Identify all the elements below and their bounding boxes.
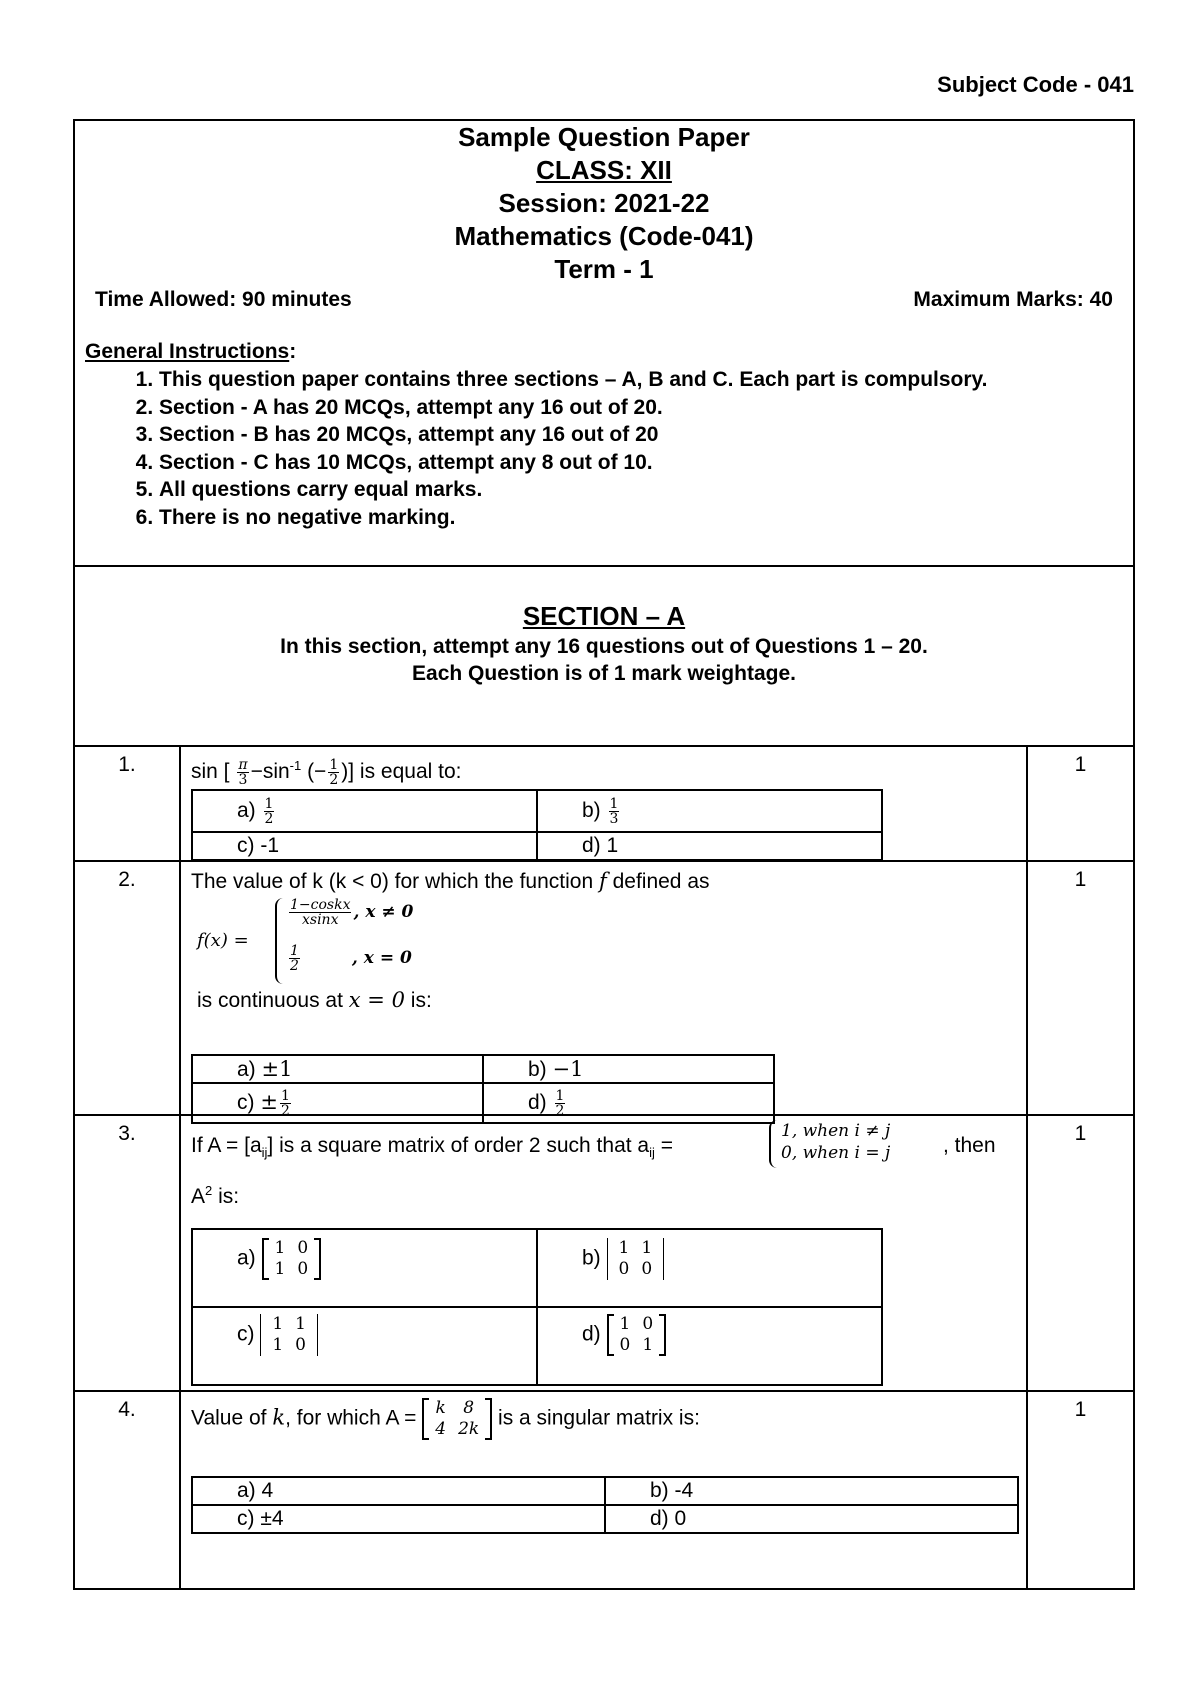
option-b[interactable]: b) −1	[483, 1055, 774, 1083]
option-a[interactable]: a) ±1	[192, 1055, 483, 1083]
question-marks: 1	[1026, 1116, 1133, 1390]
options-table	[191, 1476, 1019, 1534]
option-c[interactable]: c) ±4	[192, 1505, 605, 1533]
option-d[interactable]: d) 0	[605, 1505, 1018, 1533]
continuity-condition: is continuous at x = 0 is:	[197, 988, 432, 1012]
option-c[interactable]: c) 1 1 1 0	[192, 1307, 537, 1385]
pi-over-3-fraction: $\frac{\pi}{3}$	[238, 756, 248, 788]
instruction-item: 3. Section - B has 20 MCQs, attempt any 16 out of 20	[159, 421, 1133, 449]
options-table	[191, 1054, 775, 1124]
section-title: SECTION – A	[522, 601, 686, 631]
question-number: 1.	[75, 747, 181, 860]
instructions-list	[75, 366, 1133, 532]
half-fraction: $\frac{1}{2}$	[329, 756, 339, 788]
question-row-2	[75, 862, 1133, 1119]
options-table	[191, 1228, 883, 1386]
question-body	[191, 1120, 1016, 1355]
section-weightage: Each Question is of 1 mark weightage.	[412, 662, 796, 685]
option-c[interactable]: c) ± $\frac{1}{2}$	[192, 1083, 483, 1123]
question-text: Value of k, for which A = k 8 4 2k is a singular matrix is:	[191, 1398, 700, 1439]
options-table	[191, 789, 883, 861]
instruction-item: 4. Section - C has 10 MCQs, attempt any 8 out of 10.	[159, 449, 1133, 477]
question-body	[191, 1396, 1016, 1530]
instruction-item: 2. Section - A has 20 MCQs, attempt any 16 out of 20.	[159, 394, 1133, 422]
option-d[interactable]: d) $\frac{1}{2}$	[483, 1083, 774, 1123]
subject-code: Subject Code - 041	[937, 72, 1134, 97]
instruction-item: 1. This question paper contains three sections – A, B and C. Each part is compulsory.	[159, 366, 1133, 394]
option-d[interactable]: d) 1 0 0 1	[537, 1307, 882, 1385]
paper-header	[75, 121, 1133, 567]
matrix-square: 1 0 1 0	[262, 1238, 322, 1280]
aij-definition: 1, when i ≠ j 0, when i = j	[769, 1120, 890, 1168]
option-d[interactable]: d) 1	[537, 832, 882, 860]
question-text: sin [ $\frac{\pi}{3}$ $-\sin^{-1}$ (− $\frac{1}{2}$ )] is equal to:	[191, 756, 462, 788]
question-number: 4.	[75, 1392, 181, 1588]
instruction-item: 5. All questions carry equal marks.	[159, 476, 1133, 504]
instructions-heading: General Instructions:	[85, 340, 297, 363]
question-row-4	[75, 1392, 1133, 1588]
option-b[interactable]: b) $\frac{1}{3}$	[537, 790, 882, 832]
question-text: If $A = [a_{ij}]$ is a square matrix of order 2 such that $a_{ij}$ = 1, when i ≠ j 0, when i = j , then	[191, 1120, 1016, 1176]
term-label: Term - 1	[554, 254, 654, 284]
subject-label: Mathematics (Code-041)	[454, 221, 754, 251]
option-b[interactable]: b) -4	[605, 1477, 1018, 1505]
option-b[interactable]: b) 1 1 0 0	[537, 1229, 882, 1307]
question-marks: 1	[1026, 1392, 1133, 1588]
class-label: CLASS: XII	[536, 155, 672, 185]
question-number: 2.	[75, 862, 181, 1114]
question-text: The value of k (k < 0) for which the function f defined as	[191, 869, 710, 893]
maximum-marks: Maximum Marks: 40	[913, 288, 1113, 311]
section-instruction: In this section, attempt any 16 questions out of Questions 1 – 20.	[280, 635, 928, 658]
question-body: The value of k (k < 0) for which the function f defined as f(x) = $\frac{\text{1−coskx}}{xsinx}$ , x ≠ 0 $\frac{1}{2}$ , x = 0 is continuous at x = 0 is: a) ±1 b) −1 c) ± $\frac{1}{2}$ d) $\frac{1}{2}$	[191, 866, 1016, 897]
option-a[interactable]: a) $\frac{1}{2}$	[192, 790, 537, 832]
matrix-a: k 8 4 2k	[422, 1398, 492, 1440]
matrix-determinant: 1 1 1 0	[260, 1314, 318, 1356]
instruction-item: 6. There is no negative marking.	[159, 504, 1133, 532]
question-marks: 1	[1026, 747, 1133, 860]
question-row-1	[75, 747, 1133, 862]
matrix-square: 1 0 0 1	[607, 1314, 667, 1356]
question-number: 3.	[75, 1116, 181, 1390]
question-paper-frame	[73, 119, 1135, 1590]
matrix-determinant: 1 1 0 0	[607, 1238, 665, 1280]
question-body	[191, 751, 1016, 857]
question-row-3	[75, 1116, 1133, 1392]
time-allowed: Time Allowed: 90 minutes	[95, 288, 352, 311]
option-c[interactable]: c) -1	[192, 832, 537, 860]
section-a-header	[75, 567, 1133, 747]
session-label: Session: 2021-22	[498, 188, 710, 218]
question-text-line-2: $A^2$ is:	[191, 1183, 240, 1208]
time-marks-row	[75, 286, 1133, 316]
paper-title: Sample Question Paper	[458, 122, 750, 152]
option-a[interactable]: a) 4	[192, 1477, 605, 1505]
option-a[interactable]: a) 1 0 1 0	[192, 1229, 537, 1307]
question-marks: 1	[1026, 862, 1133, 1114]
